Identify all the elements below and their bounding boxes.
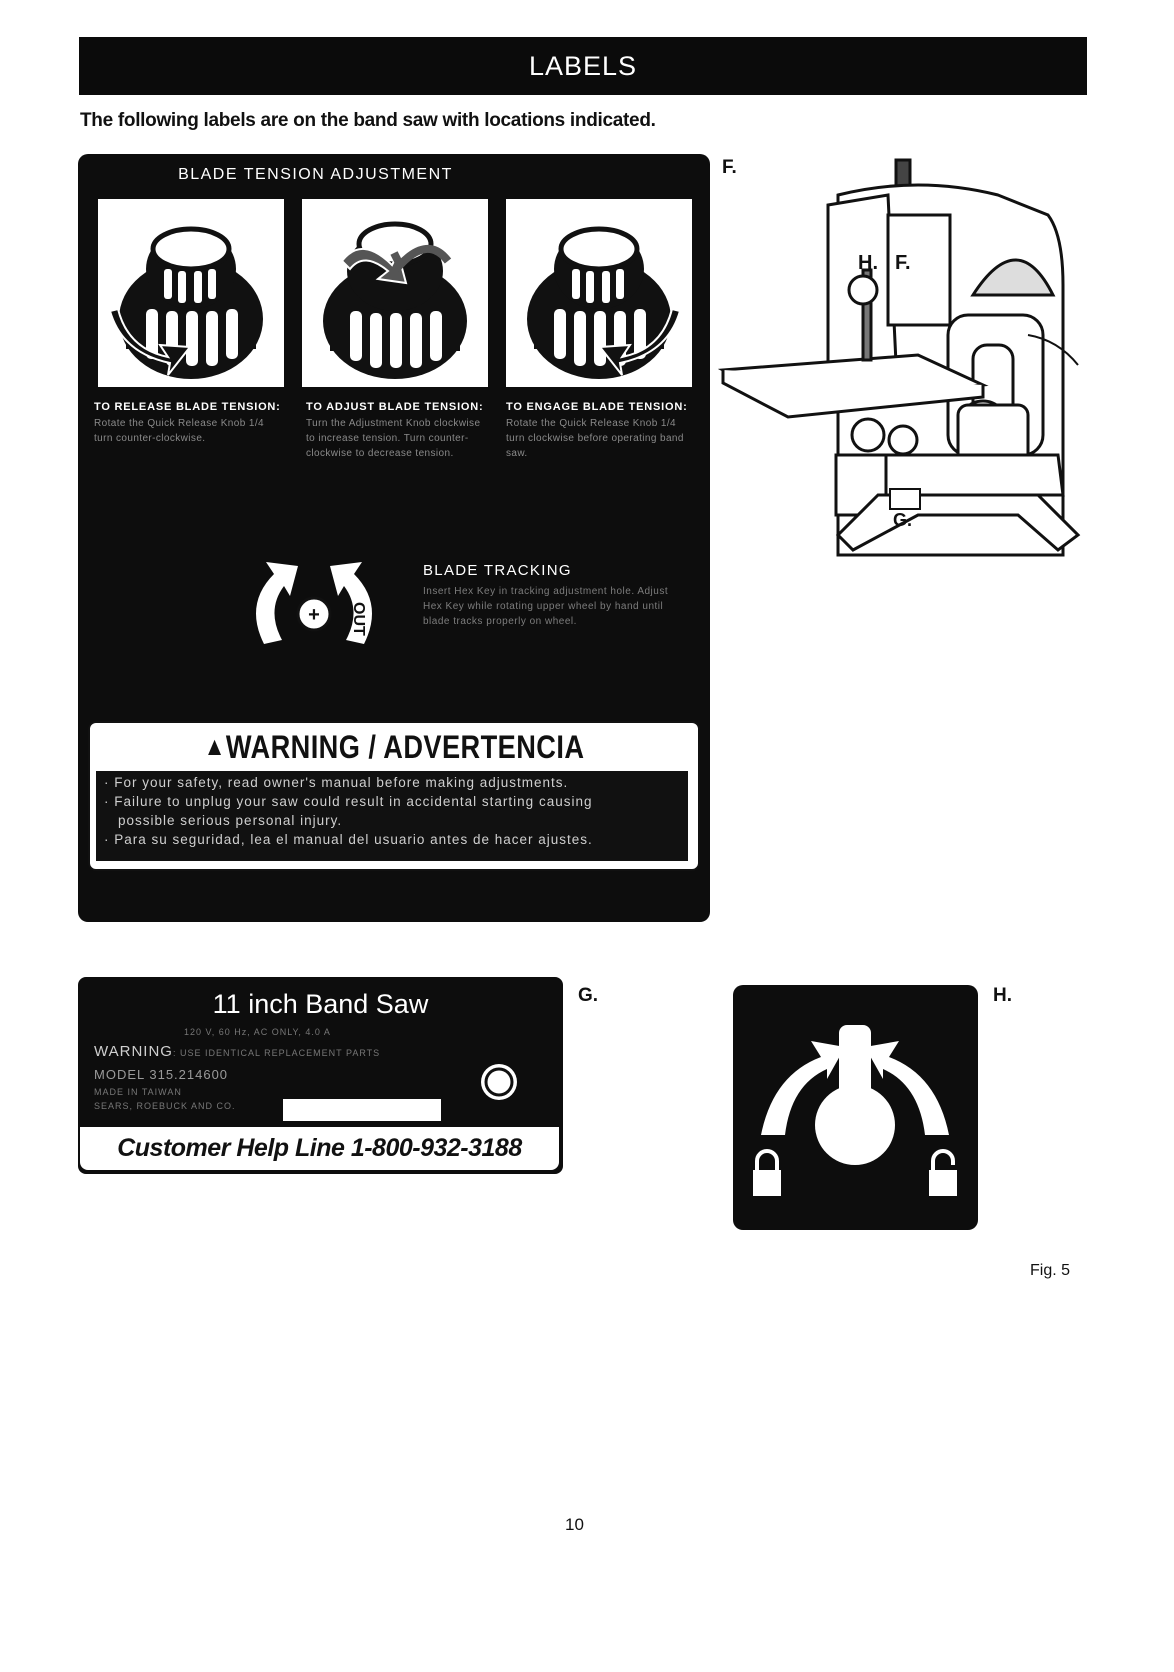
knob-release-icon xyxy=(98,199,284,387)
nameplate-sold-by: SEARS, ROEBUCK AND CO. xyxy=(94,1101,236,1111)
page-number: 10 xyxy=(565,1515,584,1534)
warning-triangle-icon: ▲ xyxy=(203,731,226,761)
nameplate-title: 11 inch Band Saw xyxy=(212,989,429,1019)
page-title: LABELS xyxy=(528,50,638,81)
warning-box xyxy=(88,721,700,871)
step-adjust-title: TO ADJUST BLADE TENSION: xyxy=(306,401,484,413)
tracking-out-label: OUT xyxy=(350,602,367,636)
nameplate-warning-detail: : USE IDENTICAL REPLACEMENT PARTS xyxy=(172,1048,381,1058)
warning-title-text: WARNING / ADVERTENCIA xyxy=(225,729,585,765)
callout-f: F. xyxy=(722,157,737,178)
step-release-text: Rotate the Quick Release Knob 1/4 turn counter-clockwise. xyxy=(94,418,264,444)
lock-unlock-graphic xyxy=(733,985,978,1230)
warning-title xyxy=(136,729,653,766)
intro-text: The following labels are on the band saw with locations indicated. xyxy=(80,110,656,131)
warning-line: possible serious personal injury. xyxy=(118,813,343,828)
callout-h-on-saw: H. xyxy=(858,252,878,274)
nameplate-warning-word: WARNING xyxy=(94,1043,173,1060)
step-release-title: TO RELEASE BLADE TENSION: xyxy=(94,401,281,413)
warning-line: · For your safety, read owner's manual before making adjustments. xyxy=(104,775,569,790)
tracking-icon xyxy=(244,554,384,654)
nameplate-rating: 120 V, 60 Hz, AC ONLY, 4.0 A xyxy=(184,1027,331,1037)
blade-adjustment-label xyxy=(78,154,710,922)
nameplate-model: MODEL 315.214600 xyxy=(94,1067,229,1082)
tracking-in-symbol: + xyxy=(308,604,320,626)
knob-adjust-icon xyxy=(302,199,488,387)
nameplate-made-in: MADE IN TAIWAN xyxy=(94,1087,182,1097)
step-engage-title: TO ENGAGE BLADE TENSION: xyxy=(506,401,688,413)
customer-helpline: Customer Help Line 1-800-932-3188 xyxy=(117,1134,522,1162)
tracking-title: BLADE TRACKING xyxy=(423,562,572,579)
helpline-strip xyxy=(80,1127,559,1170)
callout-h: H. xyxy=(993,985,1012,1006)
csa-logo xyxy=(478,1061,520,1103)
warning-line: · Failure to unplug your saw could result in accidental starting causing xyxy=(104,794,593,809)
step-adjust-text: Turn the Adjustment Knob clockwise to increase tension. Turn counter-clockwise to decrease tension. xyxy=(306,418,481,459)
lock-icon xyxy=(753,1151,781,1196)
knob-engage-icon xyxy=(506,199,692,387)
unlock-icon xyxy=(929,1151,957,1196)
knob-engage-panel xyxy=(506,199,692,387)
knob-adjust-panel xyxy=(302,199,488,387)
tracking-text: Insert Hex Key in tracking adjustment hole. Adjust Hex Key while rotating upper wheel by hand until blade tracks properly on wheel. xyxy=(423,586,669,627)
blade-lock-label xyxy=(733,985,978,1230)
callout-f-on-saw: F. xyxy=(895,252,911,274)
header-bar xyxy=(79,37,1087,95)
knob-release-panel xyxy=(98,199,284,387)
warning-text-block xyxy=(96,771,688,861)
step-engage-text: Rotate the Quick Release Knob 1/4 turn clockwise before operating band saw. xyxy=(506,418,684,459)
serial-number-field xyxy=(283,1099,441,1121)
warning-line: · Para su seguridad, lea el manual del usuario antes de hacer ajustes. xyxy=(104,832,593,847)
nameplate-warning xyxy=(94,1043,380,1060)
callout-g-on-saw: G. xyxy=(893,510,913,530)
figure-label: Fig. 5 xyxy=(1030,1262,1071,1279)
callout-g: G. xyxy=(578,985,599,1006)
tension-title: BLADE TENSION ADJUSTMENT xyxy=(178,166,453,183)
model-nameplate xyxy=(78,977,563,1174)
